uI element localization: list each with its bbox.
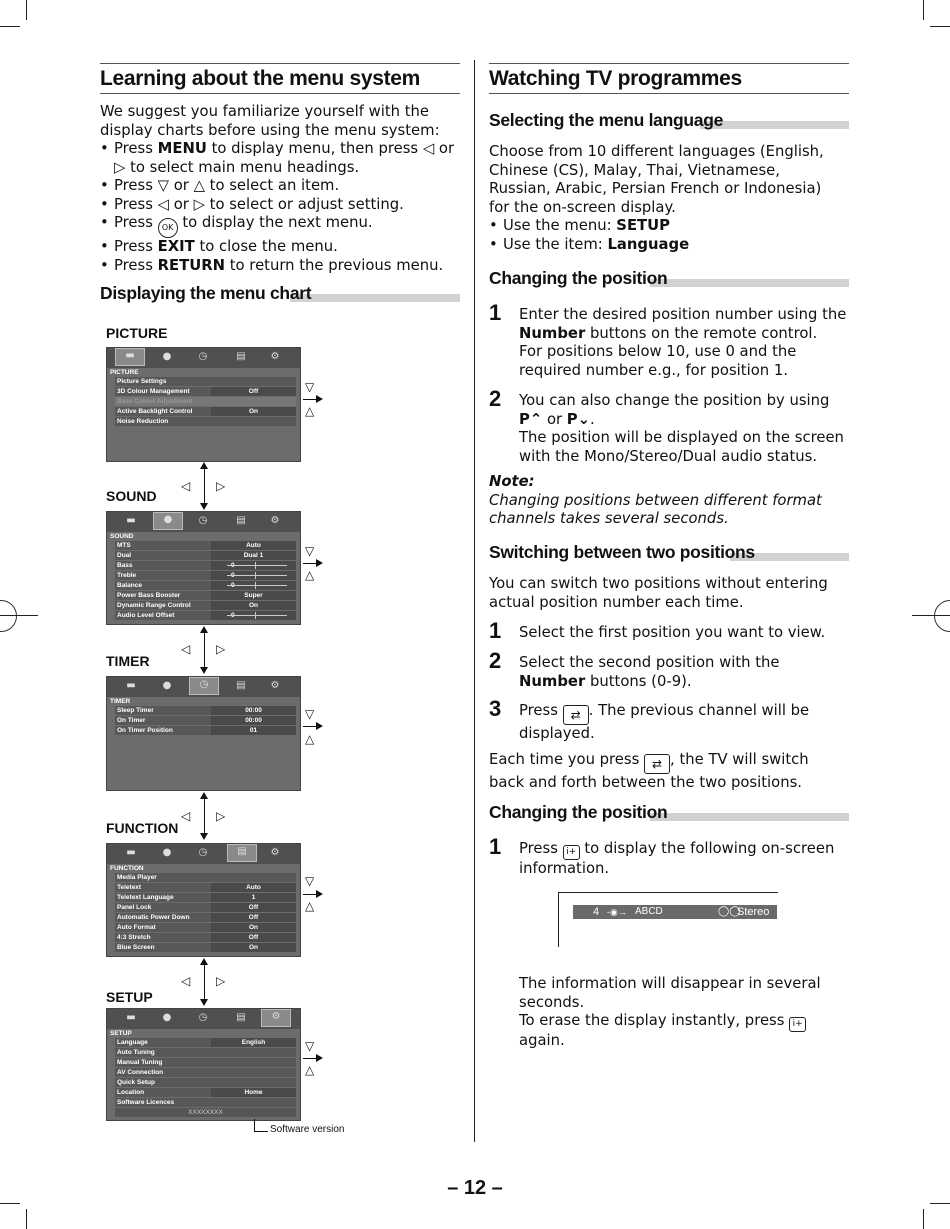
slider-knob[interactable] [255,562,256,569]
right-arrow-icon [303,563,321,564]
menu-row[interactable]: Teletext Auto [115,883,296,892]
antenna-icon: -◉→ [607,907,627,917]
menu-row[interactable]: Balance [115,581,296,590]
function-icon: ▤ [236,351,246,362]
menu-row[interactable]: Treble [115,571,296,580]
timer-icon: ◷ [198,351,208,362]
down-triangle-icon: ▽ [305,707,315,721]
list-item: • Press MENU to display menu, then press ◁ or ▷ to select main menu headings. [100,140,462,177]
info-step-1: Press i+ to display the following on-screen information. [519,840,835,877]
function-icon: ▤ [227,844,257,862]
menu-row[interactable]: Bass [115,561,296,570]
panel-title: SETUP [110,1030,132,1037]
up-triangle-icon: △ [305,732,315,746]
switch-step-3: Press ⇄ . The previous channel will be displayed. [519,702,810,742]
vertical-arrow-icon [204,464,205,508]
crop-mark [930,1203,950,1204]
switching-heading: Switching between two positions [489,542,755,562]
function-label: FUNCTION [106,820,179,836]
menu-row[interactable]: Dynamic Range Control On [115,601,296,610]
picture-icon: ▬ [126,1012,136,1023]
menu-row[interactable]: 3D Colour Management Off [115,387,296,396]
channel-name: ABCD [635,906,663,917]
list-item: • Press RETURN to return the previous menu. [100,257,462,276]
step-number: 2 [489,386,502,411]
vertical-arrow-icon [204,794,205,838]
setup-label: SETUP [106,989,153,1005]
menu-row[interactable]: Media Player [115,873,296,882]
heading-bar [650,813,849,821]
menu-row[interactable]: Panel Lock Off [115,903,296,912]
list-item: • Press ▽ or △ to select an item. [100,177,462,196]
picture-icon: ▬ [126,515,136,526]
crop-mark [0,615,38,616]
picture-icon: ▬ [115,348,145,366]
slider-track[interactable] [227,575,287,576]
picture-icon: ▬ [126,847,136,858]
menu-row[interactable]: 4:3 Stretch Off [115,933,296,942]
ok-button-icon: OK [158,218,178,238]
timer-label: TIMER [106,653,150,669]
menu-row[interactable]: Sleep Timer 00:00 [115,706,296,715]
sound-menu-panel [106,511,301,625]
switch-step-2: Select the second position with the Number buttons (0-9). [519,654,780,690]
list-item: • Press EXIT to close the menu. [100,238,462,257]
step-number: 1 [489,300,502,325]
position-step-1: Enter the desired position number using the Number buttons on the remote control. For positions below 10, use 0 and the required number e.g., for position 1. [519,306,847,379]
picture-icon: ▬ [126,680,136,691]
left-triangle-icon: ◁ [181,479,191,493]
setup-menu-panel [106,1008,301,1121]
crop-mark [0,26,20,27]
info-heading: Changing the position [489,802,668,822]
function-icon: ▤ [236,515,246,526]
up-triangle-icon: △ [305,568,315,582]
setup-icon: ⚙ [270,515,280,526]
vertical-arrow-icon [204,628,205,672]
picture-label: PICTURE [106,325,168,341]
menu-language-list [489,217,829,254]
audio-status: Stereo [737,906,770,918]
setup-icon: ⚙ [270,351,280,362]
crop-mark [0,1203,20,1204]
step-number: 1 [489,618,502,643]
heading-bar [650,279,849,287]
software-version-callout: Software version [270,1124,345,1135]
timer-icon: ◷ [198,847,208,858]
menu-row[interactable]: Noise Reduction [115,417,296,426]
timer-icon: ◷ [189,677,219,695]
registration-mark [934,600,950,632]
panel-title: SOUND [110,533,134,540]
left-intro-block [100,103,462,275]
right-arrow-icon [303,894,321,895]
menu-row[interactable]: Auto Tuning [115,1048,296,1057]
menu-chart-heading: Displaying the menu chart [100,283,312,303]
heading-bar [290,294,460,302]
right-triangle-icon: ▷ [216,974,226,988]
crop-mark [930,26,950,27]
note-label: Note: [489,473,535,490]
up-triangle-icon: △ [305,899,315,913]
step-number: 2 [489,648,502,673]
vertical-arrow-icon [204,960,205,1004]
menu-language-text: Choose from 10 different languages (English, Chinese (CS), Malay, Thai, Vietnamese, Russian, Arabic, Persian French or Indonesia) for the on-screen display. [489,143,824,216]
down-triangle-icon: ▽ [305,544,315,558]
slider-knob[interactable] [255,582,256,589]
menu-row[interactable]: Automatic Power Down Off [115,913,296,922]
switching-intro: You can switch two positions without entering actual position number each time. [489,575,828,611]
menu-row[interactable]: Language English [115,1038,296,1047]
sound-icon: ● [162,351,172,362]
sound-icon: ● [162,680,172,691]
info-key-icon: i+ [563,845,580,860]
panel-title: PICTURE [110,369,139,376]
right-arrow-icon [303,726,321,727]
menu-icon-row [107,1009,300,1029]
picture-menu-panel [106,347,301,462]
menu-row[interactable]: MTS Auto [115,541,296,550]
position-step-2: You can also change the position by using P⌃ or P⌄. The position will be displayed on the screen with the Mono/Stereo/Dual audio status. [519,392,844,465]
menu-row[interactable]: Audio Level Offset [115,611,296,620]
return-key-icon: ⇄ [644,754,670,774]
crop-mark [923,0,924,20]
menu-row[interactable]: Manual Tuning [115,1058,296,1067]
info-key-icon: i+ [789,1017,806,1032]
switch-step-1: Select the first position you want to view. [519,624,826,641]
timer-icon: ◷ [198,515,208,526]
slider-track[interactable] [227,615,287,616]
column-divider [474,60,475,1142]
setup-icon: ⚙ [270,680,280,691]
up-triangle-icon: △ [305,404,315,418]
sound-icon: ● [162,1012,172,1023]
timer-menu-panel [106,676,301,791]
step-number: 1 [489,834,502,859]
crop-mark [923,1209,924,1229]
right-arrow-icon [303,399,321,400]
menu-icon-row [107,844,300,864]
menu-icon-row [107,512,300,532]
callout-line [254,1131,268,1132]
function-menu-panel [106,843,301,957]
page-number: – 12 – [447,1177,503,1199]
crop-mark [26,0,27,20]
callout-line [254,1119,255,1131]
function-icon: ▤ [236,680,246,691]
screen-frame [558,892,778,893]
right-triangle-icon: ▷ [216,642,226,656]
menu-instructions-list [100,140,462,275]
registration-mark [0,600,17,632]
channel-info-bar [573,905,777,919]
list-item: • Use the item: Language [489,236,829,255]
sound-label: SOUND [106,488,157,504]
setup-icon: ⚙ [261,1009,291,1027]
right-section-title: Watching TV programmes [489,63,849,94]
menu-row[interactable]: Power Bass Booster Super [115,591,296,600]
menu-row[interactable]: Active Backlight Control On [115,407,296,416]
down-triangle-icon: ▽ [305,874,315,888]
sound-icon: ● [153,512,183,530]
right-arrow-icon [303,1058,321,1059]
channel-number: 4 [593,906,600,918]
list-item: • Press ◁ or ▷ to select or adjust setting. [100,196,462,215]
slider-knob[interactable] [255,572,256,579]
menu-row[interactable]: Dual Dual 1 [115,551,296,560]
panel-title: TIMER [110,698,131,705]
down-triangle-icon: ▽ [305,1039,315,1053]
menu-row[interactable]: On Timer 00:00 [115,716,296,725]
panel-title: FUNCTION [110,865,144,872]
screen-frame [558,892,559,947]
right-triangle-icon: ▷ [216,479,226,493]
menu-language-heading: Selecting the menu language [489,110,724,130]
menu-row[interactable]: Picture Settings [115,377,296,386]
return-key-icon: ⇄ [563,705,589,725]
menu-row[interactable]: Teletext Language 1 [115,893,296,902]
menu-row[interactable]: Software Licences [115,1098,296,1107]
list-item: • Press OK to display the next menu. [100,214,462,238]
software-version-row: XXXXXXXX [115,1108,296,1117]
list-item: • Use the menu: SETUP [489,217,829,236]
function-icon: ▤ [236,1012,246,1023]
left-triangle-icon: ◁ [181,809,191,823]
note-block [489,473,851,529]
menu-row[interactable]: Quick Setup [115,1078,296,1087]
crop-mark [26,1209,27,1229]
intro-text: We suggest you familiarize yourself with the display charts before using the menu system: [100,103,440,139]
menu-row[interactable]: Auto Format On [115,923,296,932]
setup-icon: ⚙ [270,847,280,858]
menu-language-block [489,143,829,254]
left-triangle-icon: ◁ [181,974,191,988]
changing-position-heading: Changing the position [489,268,668,288]
menu-row[interactable]: Location Home [115,1088,296,1097]
menu-row[interactable]: AV Connection [115,1068,296,1077]
sound-icon: ● [162,847,172,858]
slider-track[interactable] [227,585,287,586]
down-triangle-icon: ▽ [305,380,315,394]
switch-each-time: Each time you press ⇄ , the TV will switch back and forth between the two positions. [489,751,809,791]
slider-track[interactable] [227,565,287,566]
crop-mark [912,615,950,616]
left-triangle-icon: ◁ [181,642,191,656]
right-triangle-icon: ▷ [216,809,226,823]
info-disappear-text: The information will disappear in several seconds. To erase the display instantly, press i+ again. [519,975,821,1049]
left-section-title: Learning about the menu system [100,63,460,94]
timer-icon: ◷ [198,1012,208,1023]
note-text: Changing positions between different format channels takes several seconds. [489,491,822,527]
up-triangle-icon: △ [305,1063,315,1077]
menu-icon-row [107,677,300,697]
menu-row[interactable]: Blue Screen On [115,943,296,952]
menu-icon-row [107,348,300,368]
menu-row[interactable]: On Timer Position 01 [115,726,296,735]
step-number: 3 [489,696,502,721]
stereo-icon: ◯◯ [718,906,741,917]
slider-knob[interactable] [255,612,256,619]
menu-row[interactable]: Base Colour Adjustment [115,397,296,406]
